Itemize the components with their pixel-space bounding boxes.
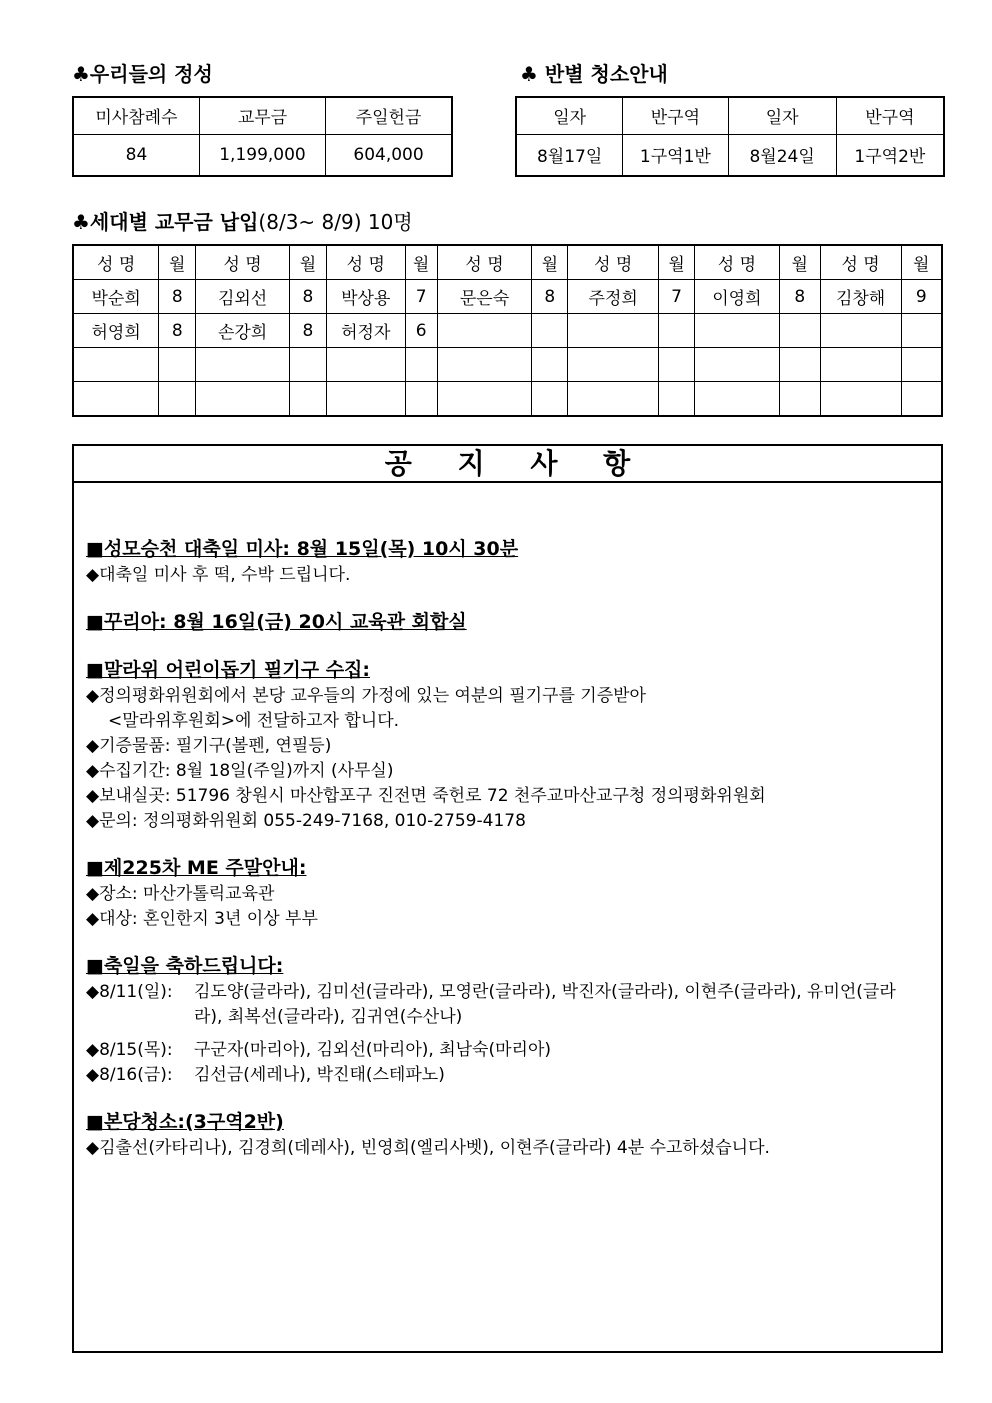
assumption-line: ◆대축일 미사 후 떡, 수박 드립니다. — [86, 565, 351, 585]
donor-month: 8 — [779, 280, 820, 314]
donor-month — [901, 314, 942, 348]
feast-entry — [86, 1038, 941, 1063]
donor-name: 주정희 — [568, 280, 659, 314]
donor-month — [289, 382, 326, 417]
cleaning-header: 일자 — [516, 97, 623, 134]
donor-name-header: 성 명 — [196, 245, 290, 280]
notice-box — [72, 444, 943, 1353]
donor-month — [532, 314, 568, 348]
donor-month — [289, 348, 326, 382]
donor-month — [532, 382, 568, 417]
me-title: ■제225차 ME 주말안내: — [86, 857, 307, 879]
malawi-title: ■말라위 어린이돕기 필기구 수집: — [86, 659, 370, 681]
me-line: ◆대상: 혼인한지 3년 이상 부부 — [86, 909, 318, 929]
donor-name — [695, 348, 780, 382]
donor-month: 7 — [659, 280, 695, 314]
feast-date: ◆8/16(금): — [86, 1065, 173, 1085]
donor-month — [779, 314, 820, 348]
offerings-value: 1,199,000 — [199, 134, 325, 176]
donor-name-header: 성 명 — [820, 245, 901, 280]
donor-name — [695, 314, 780, 348]
donor-month-header: 월 — [901, 245, 942, 280]
donor-month-header: 월 — [659, 245, 695, 280]
donor-month: 7 — [405, 280, 437, 314]
donor-name-header: 성 명 — [695, 245, 780, 280]
donor-month-header: 월 — [289, 245, 326, 280]
donor-month — [659, 314, 695, 348]
cleaning-value: 1구역2반 — [836, 134, 944, 176]
donor-name: 문은숙 — [437, 280, 532, 314]
donor-month: 8 — [532, 280, 568, 314]
malawi-line: <말라위후원회>에 전달하고자 합니다. — [108, 711, 400, 731]
donor-name — [326, 348, 405, 382]
offerings-value: 84 — [73, 134, 199, 176]
donor-month-header: 월 — [159, 245, 196, 280]
donor-month: 8 — [159, 280, 196, 314]
donor-month: 8 — [159, 314, 196, 348]
cleaning-value: 8월24일 — [728, 134, 836, 176]
donor-month — [405, 348, 437, 382]
feast-entry — [86, 980, 941, 1030]
donor-name — [820, 314, 901, 348]
cleaning-report-line: ◆김출선(카타리나), 김경희(데레사), 빈영희(엘리사벳), 이현주(글라라) 4분 수고하셨습니다. — [86, 1138, 770, 1158]
donor-month — [901, 348, 942, 382]
donor-name: 이영희 — [695, 280, 780, 314]
donor-month: 8 — [289, 280, 326, 314]
donor-name — [568, 382, 659, 417]
me-section — [86, 854, 941, 932]
feast-date: ◆8/11(일): — [86, 982, 173, 1002]
cleaning-title: ♣ 반별 청소안내 — [520, 62, 668, 86]
donor-name: 김창해 — [820, 280, 901, 314]
donor-name — [820, 348, 901, 382]
feast-names: 구군자(마리아), 김외선(마리아), 최남숙(마리아) — [194, 1040, 552, 1060]
cleaning-header: 일자 — [728, 97, 836, 134]
donor-month — [159, 382, 196, 417]
donor-month: 8 — [289, 314, 326, 348]
donor-month: 6 — [405, 314, 437, 348]
offerings-header: 주일헌금 — [326, 97, 452, 134]
donor-name — [326, 382, 405, 417]
donor-name-header: 성 명 — [437, 245, 532, 280]
donor-name — [820, 382, 901, 417]
donor-name: 손강희 — [196, 314, 290, 348]
curia-section — [86, 608, 941, 636]
donors-heading — [72, 206, 413, 235]
donor-month — [779, 348, 820, 382]
donor-name: 허정자 — [326, 314, 405, 348]
assumption-title: ■성모승천 대축일 미사: 8월 15일(목) 10시 30분 — [86, 538, 519, 560]
donor-name: 김외선 — [196, 280, 290, 314]
donor-month — [659, 382, 695, 417]
donor-name — [695, 382, 780, 417]
assumption-section — [86, 535, 941, 588]
donor-name: 박순희 — [73, 280, 159, 314]
notice-title: 공 지 사 항 — [74, 446, 941, 483]
donor-name — [568, 314, 659, 348]
donor-name — [437, 314, 532, 348]
malawi-line: ◆기증물품: 필기구(볼펜, 연필등) — [86, 736, 332, 756]
donor-name — [437, 382, 532, 417]
donor-name-header: 성 명 — [73, 245, 159, 280]
offerings-header: 미사참례수 — [73, 97, 199, 134]
feast-entry — [86, 1063, 941, 1088]
feast-date: ◆8/15(목): — [86, 1040, 173, 1060]
cleaning-report-title: ■본당청소:(3구역2반) — [86, 1111, 284, 1133]
malawi-line: ◆보내실곳: 51796 창원시 마산합포구 진전면 죽헌로 72 천주교마산교구청 정의평화위원회 — [86, 786, 766, 806]
feast-names: 김도양(글라라), 김미선(글라라), 모영란(글라라), 박진자(글라라), 이현주(글라라), 유미언(글라라), 최복선(글라라), 김귀연(수산나) — [194, 982, 896, 1027]
cleaning-header: 반구역 — [623, 97, 728, 134]
cleaning-value: 8월17일 — [516, 134, 623, 176]
cleaning-table — [515, 96, 945, 177]
cleaning-header: 반구역 — [836, 97, 944, 134]
donor-month — [779, 382, 820, 417]
offerings-header: 교무금 — [199, 97, 325, 134]
donor-name: 박상용 — [326, 280, 405, 314]
donor-month — [901, 382, 942, 417]
donor-name-header: 성 명 — [326, 245, 405, 280]
donor-name — [73, 348, 159, 382]
notice-body — [74, 483, 941, 1161]
feast-section — [86, 952, 941, 1088]
donor-name — [437, 348, 532, 382]
malawi-line: ◆수집기간: 8월 18일(주일)까지 (사무실) — [86, 761, 394, 781]
cleaning-report-section — [86, 1108, 941, 1161]
donor-month — [659, 348, 695, 382]
cleaning-value: 1구역1반 — [623, 134, 728, 176]
donors-title: ♣세대별 교무금 납입 — [72, 210, 259, 234]
malawi-line: ◆정의평화위원회에서 본당 교우들의 가정에 있는 여분의 필기구를 기증받아 — [86, 686, 646, 706]
donor-name-header: 성 명 — [568, 245, 659, 280]
donor-name — [568, 348, 659, 382]
donors-period: (8/3~ 8/9) 10명 — [258, 210, 413, 234]
offerings-table — [72, 96, 453, 177]
donor-month-header: 월 — [405, 245, 437, 280]
donor-month-header: 월 — [779, 245, 820, 280]
donor-name — [196, 382, 290, 417]
malawi-section — [86, 656, 941, 834]
donor-month: 9 — [901, 280, 942, 314]
offerings-value: 604,000 — [326, 134, 452, 176]
donor-month — [405, 382, 437, 417]
donor-name — [196, 348, 290, 382]
offerings-title: ♣우리들의 정성 — [72, 62, 213, 86]
donors-table — [72, 244, 943, 417]
curia-title: ■꾸리아: 8월 16일(금) 20시 교육관 회합실 — [86, 611, 467, 633]
me-line: ◆장소: 마산가톨릭교육관 — [86, 884, 275, 904]
donor-month-header: 월 — [532, 245, 568, 280]
donor-month — [532, 348, 568, 382]
donor-month — [159, 348, 196, 382]
donor-name — [73, 382, 159, 417]
feast-title: ■축일을 축하드립니다: — [86, 955, 284, 977]
malawi-line: ◆문의: 정의평화위원회 055-249-7168, 010-2759-4178 — [86, 811, 526, 831]
feast-names: 김선금(세레나), 박진태(스테파노) — [194, 1065, 445, 1085]
donor-name: 허영희 — [73, 314, 159, 348]
